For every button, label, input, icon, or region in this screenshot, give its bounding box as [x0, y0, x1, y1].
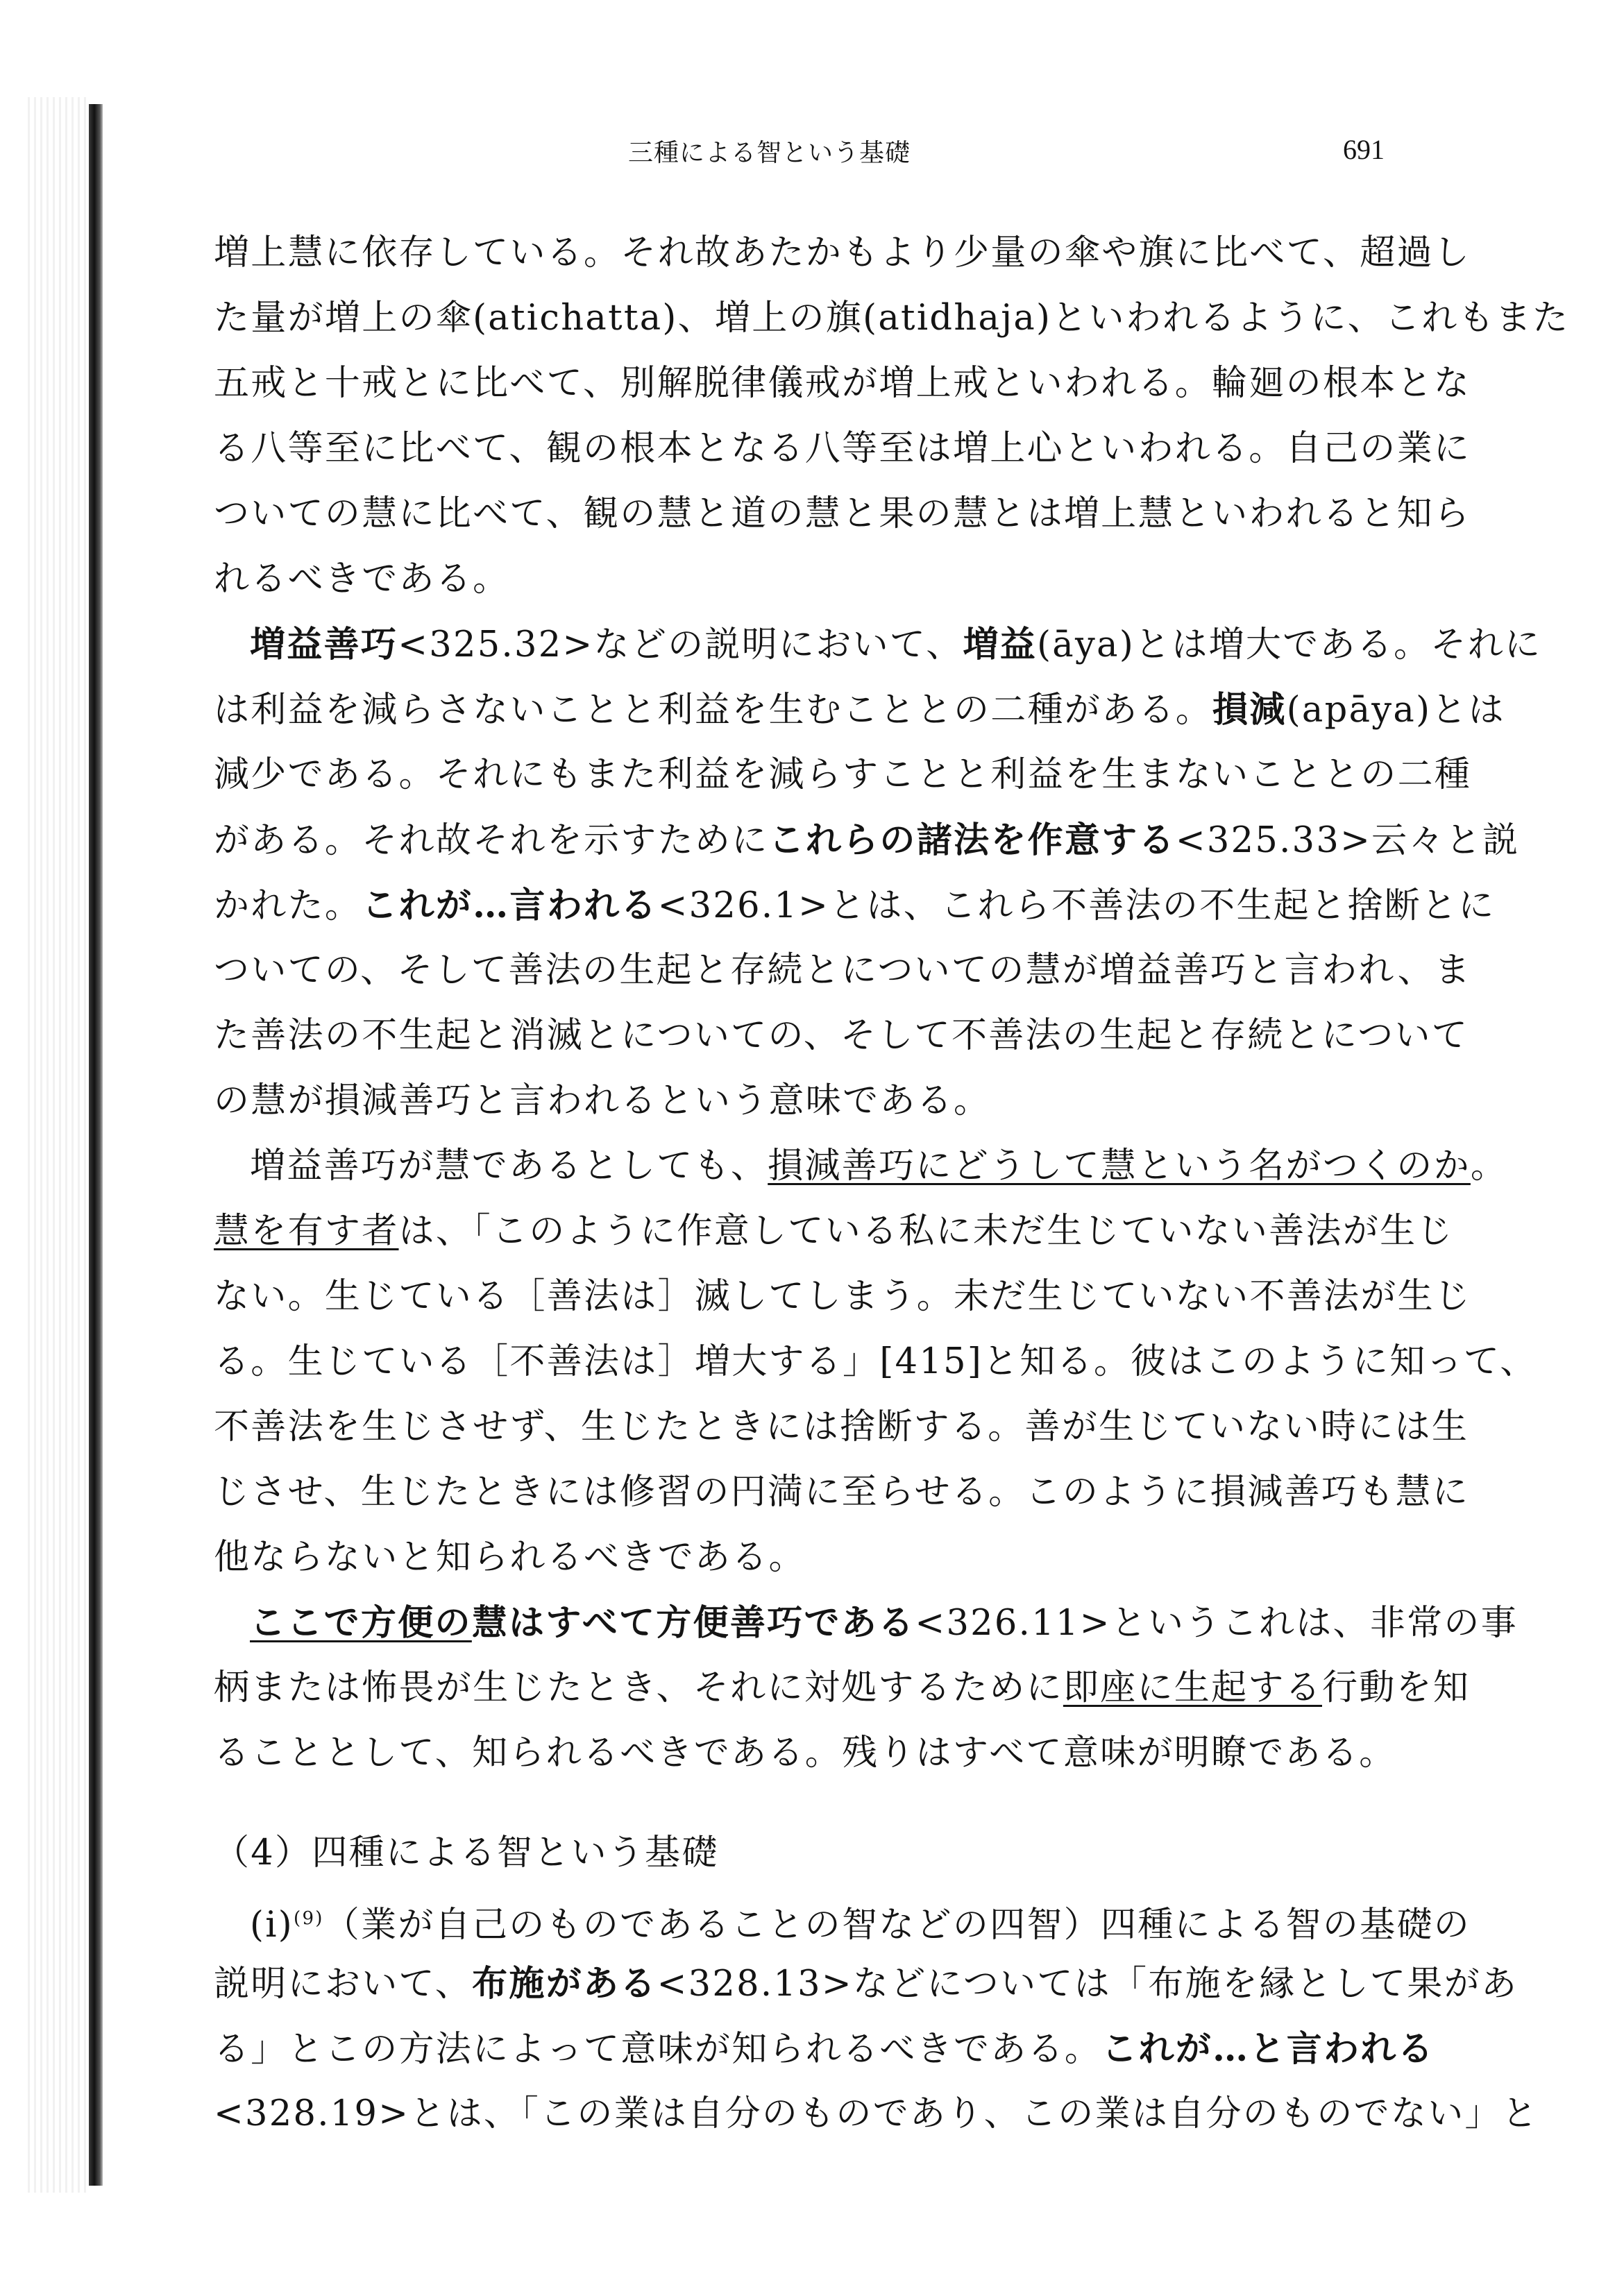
text-span: （業が自己のものであることの智などの四智）四種による智の基礎の [323, 1905, 1471, 1946]
text-line [214, 351, 1471, 416]
text-span: 説明において、 [214, 1964, 473, 2005]
text-span: た量が増上の傘(atichatta)、増上の旗(atidhaja)といわれるように、これもまた [214, 298, 1570, 339]
text-line [214, 938, 1472, 1003]
text-line [214, 1003, 1469, 1069]
text-span: <328.19>とは、「この業は自分のものであり、この業は自分のものでない」と [214, 2093, 1539, 2134]
text-line [214, 677, 1505, 742]
text-span: （4）四種による智という基礎 [214, 1832, 719, 1873]
text-line [214, 1721, 1421, 1786]
text-span: は利益を減らさないことと利益を生むこととの二種がある。 [214, 690, 1213, 731]
footnote-ref: (9) [294, 1908, 324, 1929]
text-line [214, 742, 1472, 808]
text-span: は、「このように作意している私に未だ生じていない善法が生じ [398, 1211, 1454, 1252]
text-line [214, 1199, 1454, 1264]
text-line [214, 286, 1570, 351]
bold-underlined-term: ここで方便の [250, 1602, 472, 1644]
text-line [214, 1525, 1421, 1590]
text-span: <328.13>などについては「布施を縁として果があ [657, 1964, 1519, 2005]
text-line [214, 1886, 1471, 1951]
bold-term: これが…言われる [362, 885, 658, 926]
text-span: る」とこの方法によって意味が知られるべきである。 [214, 2029, 1102, 2070]
text-line [214, 808, 1520, 873]
body-text [214, 221, 1570, 2147]
page-header [0, 133, 1624, 175]
bold-term: これが…と言われる [1101, 2028, 1435, 2070]
text-span: じさせ、生じたときには修習の円満に至らせる。このように損減善巧も慧に [214, 1472, 1470, 1513]
text-span: 減少である。それにもまた利益を減らすことと利益を生まないこととの二種 [214, 754, 1472, 795]
text-line [214, 1590, 1519, 1656]
text-span: <325.32>などの説明において、 [398, 624, 963, 665]
text-line [214, 1460, 1470, 1525]
running-head: 三種による智という基礎 [628, 138, 911, 167]
text-span: ついての慧に比べて、観の慧と道の慧と果の慧とは増上慧といわれると知ら [214, 493, 1471, 534]
text-line [214, 221, 1471, 286]
text-span: ることとして、知られるべきである。残りはすべて意味が明瞭である。 [214, 1733, 1396, 1774]
text-line [214, 1134, 1508, 1199]
bold-term: 損減 [1212, 689, 1287, 731]
text-line [214, 1069, 1421, 1134]
text-line [214, 1264, 1472, 1329]
bold-term: 増益善巧 [250, 624, 398, 665]
text-line [214, 1656, 1471, 1721]
underlined-phrase: 慧を有す者 [214, 1211, 399, 1252]
text-span: 他ならないと知られるべきである。 [214, 1537, 806, 1578]
text-span: (i) [250, 1905, 294, 1946]
text-line [214, 416, 1471, 482]
underlined-phrase: 即座に生起する [1063, 1667, 1322, 1708]
text-span: がある。それ故それを示すために [214, 820, 769, 861]
text-span: ついての、そして善法の生起と存続とについての慧が増益善巧と言われ、ま [214, 950, 1472, 991]
text-span: 増上慧に依存している。それ故あたかもより少量の傘や旗に比べて、超過し [214, 232, 1471, 273]
bold-term: 慧はすべて方便善巧である [471, 1602, 915, 1644]
text-line [214, 873, 1496, 938]
text-span: た善法の不生起と消滅とについての、そして不善法の生起と存続とについて [214, 1015, 1469, 1056]
page-gutter-shadow [28, 97, 87, 2193]
text-span: 行動を知 [1321, 1667, 1471, 1708]
text-line [214, 1395, 1469, 1460]
text-span: 増益善巧が慧であるとしても、 [250, 1146, 768, 1187]
text-span: る。生じている［不善法は］増大する」[415]と知る。彼はこのように知って、 [214, 1341, 1537, 1382]
text-span: 。 [1470, 1146, 1508, 1187]
text-line [214, 612, 1542, 677]
text-span: (apāya)とは [1286, 690, 1505, 731]
text-span: 不善法を生じさせず、生じたときには捨断する。善が生じていない時には生 [214, 1406, 1469, 1447]
text-line [214, 2016, 1435, 2082]
bold-term: 布施がある [472, 1963, 657, 2005]
text-span: かれた。 [214, 885, 362, 926]
text-span: <325.33>云々と説 [1175, 820, 1520, 861]
bold-term: 増益 [963, 624, 1038, 665]
text-line [214, 482, 1471, 547]
book-spine-edge [89, 104, 103, 2186]
text-span: 五戒と十戒とに比べて、別解脱律儀戒が増上戒といわれる。輪廻の根本とな [214, 363, 1471, 404]
text-span: の慧が損減善巧と言われるという意味である。 [214, 1080, 991, 1121]
bold-term: これらの諸法を作意する [768, 819, 1176, 861]
text-line [214, 1951, 1519, 2016]
text-span: る八等至に比べて、観の根本となる八等至は増上心といわれる。自己の業に [214, 428, 1471, 469]
text-span: <326.1>とは、これら不善法の不生起と捨断とに [657, 885, 1496, 926]
page-number: 691 [1343, 134, 1385, 165]
text-span: れるべきである。 [214, 559, 510, 599]
text-line [214, 1329, 1537, 1395]
section-gap [214, 1786, 1421, 1821]
text-span: (āya)とは増大である。それに [1037, 624, 1542, 665]
text-line [214, 547, 1421, 612]
text-span: 柄または怖畏が生じたとき、それに対処するために [214, 1667, 1063, 1708]
text-span: ない。生じている［善法は］滅してしまう。未だ生じていない不善法が生じ [214, 1276, 1472, 1317]
underlined-phrase: 損減善巧にどうして慧という名がつくのか [768, 1146, 1471, 1187]
text-line [214, 2082, 1539, 2147]
text-span: <326.11>というこれは、非常の事 [915, 1603, 1519, 1644]
section-heading [214, 1821, 1421, 1886]
